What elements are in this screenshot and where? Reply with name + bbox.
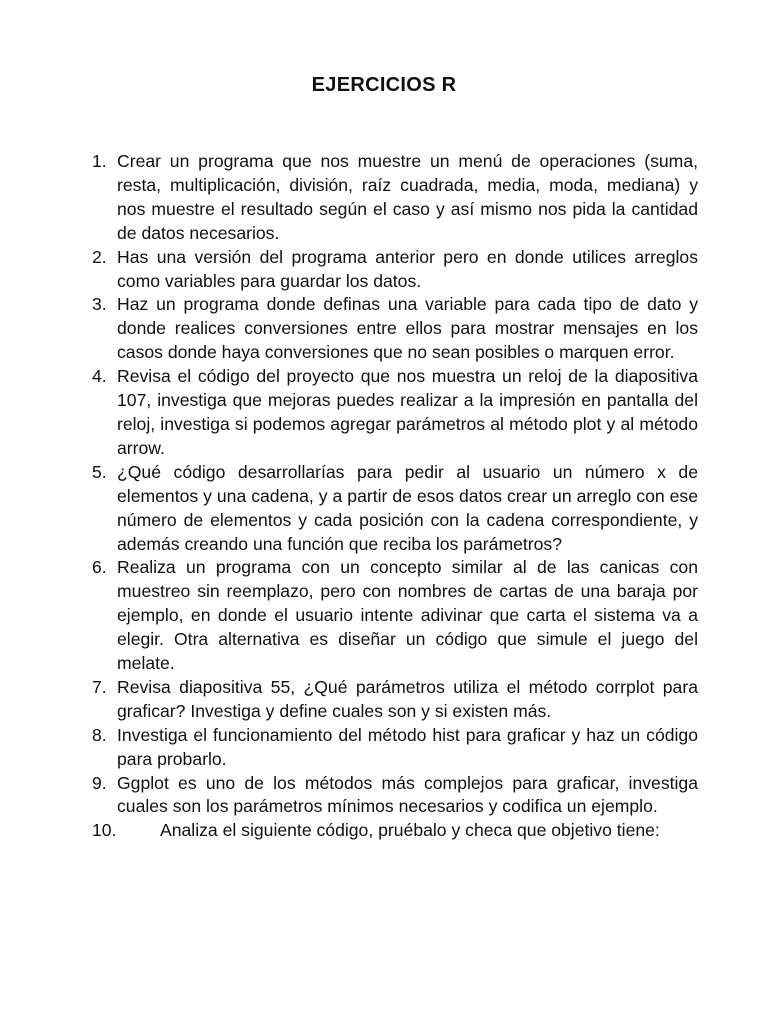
exercise-text: Investiga el funcionamiento del método hist para graficar y haz un código para probarlo. bbox=[117, 724, 698, 769]
exercise-text: Ggplot es uno de los métodos más complejos para graficar, investiga cuales son los parámetros mínimos necesarios y codifica un ejemplo. bbox=[117, 772, 698, 817]
exercise-item-6 bbox=[92, 556, 698, 676]
document-title: EJERCICIOS R bbox=[311, 74, 457, 96]
exercise-number: 1. bbox=[92, 151, 107, 171]
exercise-text: Revisa diapositiva 55, ¿Qué parámetros utiliza el método corrplot para graficar? Investiga y define cuales son y si existen más. bbox=[117, 676, 698, 721]
exercise-number: 10. bbox=[92, 820, 117, 841]
exercise-number: 2. bbox=[92, 246, 107, 267]
exercise-item-9 bbox=[92, 772, 698, 820]
exercise-number: 4. bbox=[92, 366, 107, 387]
exercise-item-5 bbox=[92, 461, 698, 557]
exercise-item-4 bbox=[92, 365, 698, 461]
exercise-text: Haz un programa donde definas una variable para cada tipo de dato y donde realices conversiones entre ellos para mostrar mensajes en los casos donde haya conversiones que no sean posibles o marquen error. bbox=[117, 294, 698, 363]
exercise-item-7 bbox=[92, 676, 698, 724]
exercise-number: 6. bbox=[92, 557, 107, 578]
exercise-text: ¿Qué código desarrollarías para pedir al usuario un número x de elementos y una cadena, y a partir de esos datos crear un arreglo con ese número de elementos y cada posición con la cadena correspondiente, y además creando una función que reciba los parámetros? bbox=[117, 461, 698, 554]
exercise-item-3 bbox=[92, 293, 698, 365]
exercise-text: Revisa el código del proyecto que nos muestra un reloj de la diapositiva 107, investiga que mejoras puedes realizar a la impresión en pantalla del reloj, investiga si podemos agregar parámetros al método plot y al método arrow. bbox=[117, 366, 698, 458]
exercise-number: 5. bbox=[92, 461, 107, 482]
exercise-text: Analiza el siguiente código, pruébalo y checa que objetivo tiene: bbox=[160, 820, 660, 841]
exercise-item-1 bbox=[92, 150, 698, 246]
exercise-text: Has una versión del programa anterior pero en donde utilices arreglos como variables para guardar los datos. bbox=[117, 246, 698, 291]
exercise-number: 3. bbox=[92, 294, 107, 315]
exercise-number: 9. bbox=[92, 772, 107, 793]
exercise-list bbox=[92, 150, 698, 843]
exercise-item-10 bbox=[92, 819, 698, 843]
exercise-text: Realiza un programa con un concepto similar al de las canicas con muestreo sin reemplazo, pero con nombres de cartas de una baraja por ejemplo, en donde el usuario intente adivinar que carta el sistema va a elegir. Otra alternativa es diseñar un código que simule el juego del melate. bbox=[117, 557, 698, 674]
exercise-number: 8. bbox=[92, 724, 107, 745]
exercise-number: 7. bbox=[92, 676, 107, 697]
exercise-item-2 bbox=[92, 246, 698, 294]
exercise-text: Crear un programa que nos muestre un menú de operaciones (suma, resta, multiplicación, división, raíz cuadrada, media, moda, mediana) y nos muestre el resultado según el caso y así mismo nos pida la cantidad de datos necesarios. bbox=[117, 151, 698, 243]
exercise-item-8 bbox=[92, 724, 698, 772]
